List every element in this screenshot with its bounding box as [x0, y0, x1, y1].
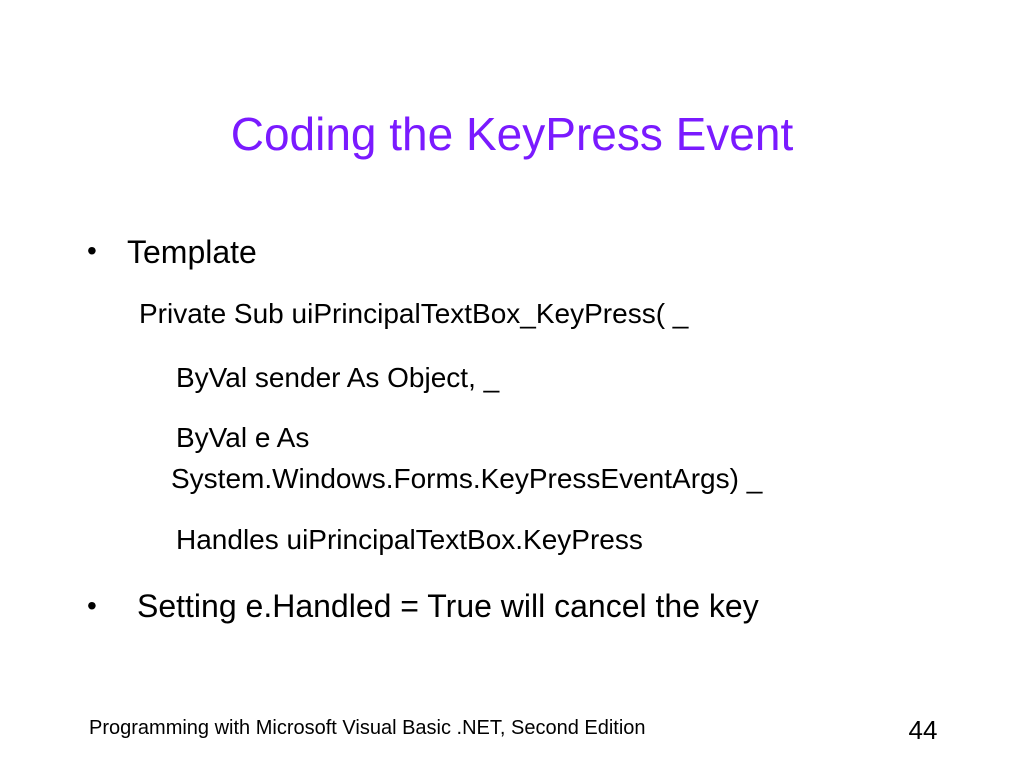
page-number: 44	[908, 715, 938, 745]
bullet-handled: Setting e.Handled = True will cancel the key	[137, 588, 759, 624]
code-line-5: Handles uiPrincipalTextBox.KeyPress	[176, 524, 643, 555]
bullet-template: Template	[127, 234, 257, 270]
code-line-1: Private Sub uiPrincipalTextBox_KeyPress( _	[139, 298, 689, 329]
slide-footer: Programming with Microsoft Visual Basic .NET, Second Edition	[89, 717, 646, 739]
code-line-3: ByVal e As	[176, 422, 310, 453]
code-line-4: System.Windows.Forms.KeyPressEventArgs) _	[171, 463, 763, 494]
bullet-marker: •	[87, 590, 97, 621]
bullet-marker: •	[87, 235, 97, 266]
code-line-2: ByVal sender As Object, _	[176, 362, 500, 393]
slide-title: Coding the KeyPress Event	[230, 108, 794, 160]
